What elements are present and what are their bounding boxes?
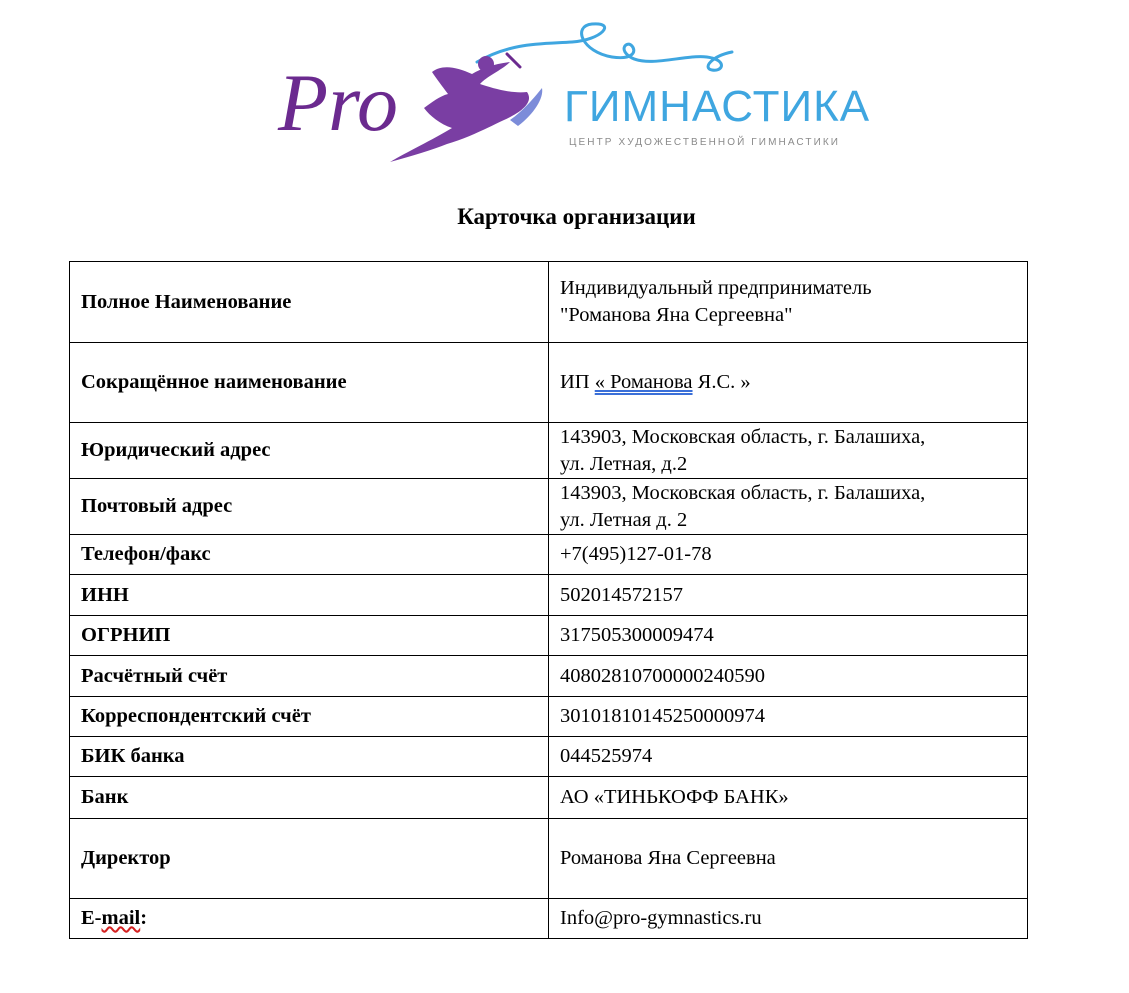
- value-line: "Романова Яна Сергеевна": [560, 304, 793, 326]
- value-suffix: Я.С. »: [692, 371, 751, 393]
- row-label: Полное Наименование: [70, 262, 549, 343]
- table-row: [70, 819, 1028, 899]
- value-prefix: ИП: [560, 371, 595, 393]
- row-value: [549, 262, 1028, 343]
- row-value: 40802810700000240590: [549, 656, 1028, 697]
- table-row: [70, 697, 1028, 737]
- company-logo: [272, 12, 871, 172]
- row-value: [549, 479, 1028, 535]
- label-prefix: E-: [81, 907, 102, 929]
- label-suffix: :: [140, 907, 148, 929]
- row-label: ИНН: [70, 575, 549, 616]
- table-row: [70, 479, 1028, 535]
- row-label: ОГРНИП: [70, 616, 549, 656]
- row-value: [549, 423, 1028, 479]
- logo-main-text: ГИМНАСТИКА: [564, 82, 871, 131]
- row-label: Банк: [70, 777, 549, 819]
- row-value: 317505300009474: [549, 616, 1028, 656]
- logo-subtitle: ЦЕНТР ХУДОЖЕСТВЕННОЙ ГИМНАСТИКИ: [569, 137, 841, 148]
- row-label: [70, 899, 549, 939]
- value-line: ул. Летная, д.2: [560, 452, 688, 475]
- row-value: [549, 343, 1028, 423]
- row-value: 30101810145250000974: [549, 697, 1028, 737]
- document-title: Карточка организации: [457, 204, 696, 229]
- row-label: БИК банка: [70, 737, 549, 777]
- row-value: 044525974: [549, 737, 1028, 777]
- email-value[interactable]: Info@pro-gymnastics.ru: [549, 899, 1028, 939]
- table-row: [70, 737, 1028, 777]
- row-value: Романова Яна Сергеевна: [549, 819, 1028, 899]
- row-value: +7(495)127-01-78: [549, 535, 1028, 575]
- table-row: [70, 656, 1028, 697]
- row-label: Сокращённое наименование: [70, 343, 549, 423]
- value-line: ул. Летная д. 2: [560, 508, 688, 531]
- row-label: Юридический адрес: [70, 423, 549, 479]
- row-value: 502014572157: [549, 575, 1028, 616]
- table-row: [70, 535, 1028, 575]
- value-line: 143903, Московская область, г. Балашиха,: [560, 481, 926, 504]
- table-row: [70, 616, 1028, 656]
- table-row: [70, 899, 1028, 939]
- row-label: Расчётный счёт: [70, 656, 549, 697]
- row-label: Телефон/факс: [70, 535, 549, 575]
- row-label: Корреспондентский счёт: [70, 697, 549, 737]
- table-row: [70, 343, 1028, 423]
- row-value: АО «ТИНЬКОФФ БАНК»: [549, 777, 1028, 819]
- label-underlined: mail: [101, 907, 141, 929]
- table-row: [70, 575, 1028, 616]
- logo-script-text: Pro: [278, 57, 398, 148]
- value-underlined: « Романова: [594, 371, 693, 393]
- value-line: Индивидуальный предприниматель: [560, 277, 872, 299]
- table-row: [70, 777, 1028, 819]
- table-row: [70, 262, 1028, 343]
- row-label: Почтовый адрес: [70, 479, 549, 535]
- value-line: 143903, Московская область, г. Балашиха,: [560, 425, 926, 448]
- row-label: Директор: [70, 819, 549, 899]
- organization-card-table: [69, 261, 1028, 939]
- table-row: [70, 423, 1028, 479]
